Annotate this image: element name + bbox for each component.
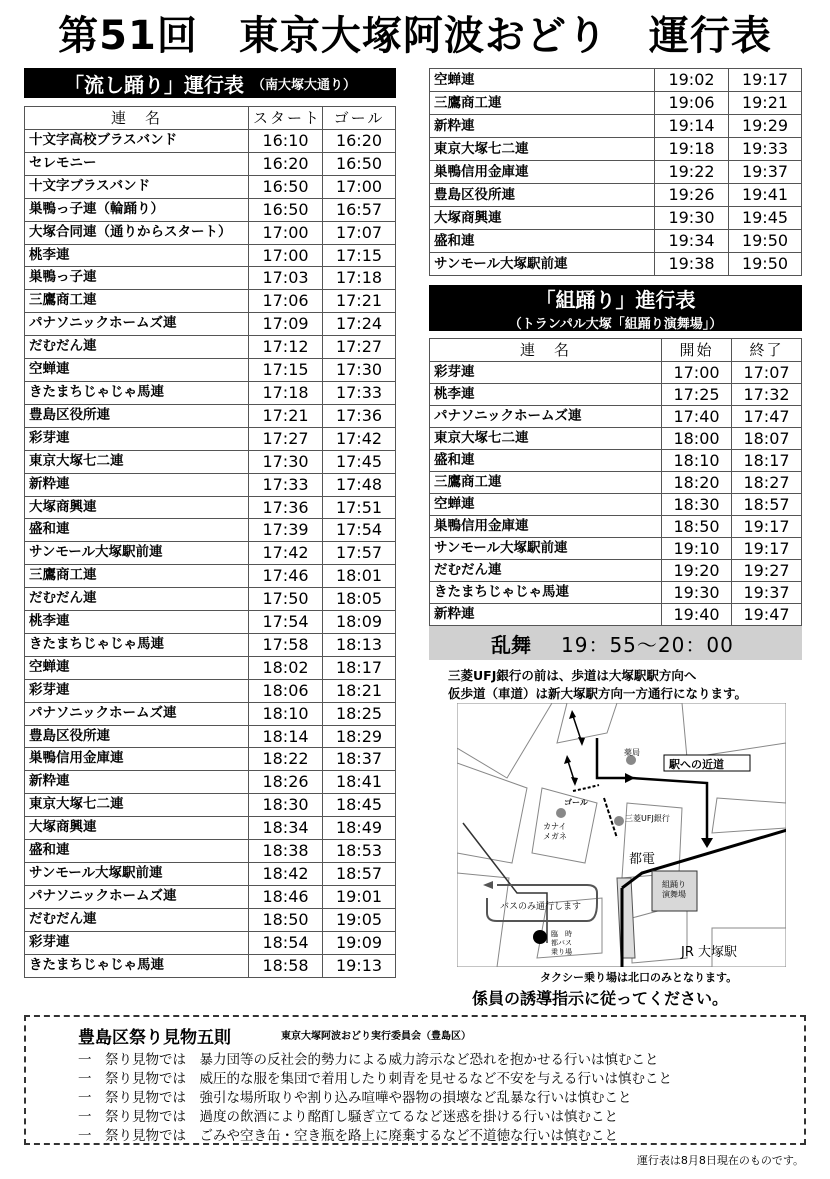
start-time-cell: 18:20 [662, 472, 732, 494]
team-name-cell: だむだん連 [25, 588, 249, 611]
end-time-cell: 18:17 [323, 656, 396, 679]
table-row [25, 130, 396, 153]
table-row [430, 472, 802, 494]
kumi-subheading: （トランパル大塚「組踊り演舞場」） [508, 317, 723, 332]
column-header: 終了 [732, 339, 802, 362]
team-name-cell: 巣鴨信用金庫連 [25, 748, 249, 771]
end-time-cell: 16:50 [323, 152, 396, 175]
start-time-cell: 19:02 [655, 69, 729, 92]
table-row [25, 427, 396, 450]
table-row [25, 450, 396, 473]
start-time-cell: 17:39 [249, 519, 323, 542]
team-name-cell: 新粋連 [25, 771, 249, 794]
end-time-cell: 17:32 [732, 384, 802, 406]
map-station-label: JR 大塚駅 [681, 945, 737, 960]
table-row [25, 221, 396, 244]
start-time-cell: 19:40 [662, 604, 732, 626]
table-row [430, 516, 802, 538]
table-row [25, 198, 396, 221]
start-time-cell: 19:10 [662, 538, 732, 560]
end-time-cell: 17:48 [323, 473, 396, 496]
table-row [25, 588, 396, 611]
start-time-cell: 18:46 [249, 885, 323, 908]
start-time-cell: 18:42 [249, 863, 323, 886]
start-time-cell: 18:50 [662, 516, 732, 538]
end-time-cell: 19:17 [729, 69, 802, 92]
map-pharmacy-label: 薬局 [624, 748, 640, 757]
rule-line-1: 一 祭り見物では 暴力団等の反社会的勢力による威力誇示など恐れを抱かせる行いは慎むこと [78, 1052, 659, 1068]
end-time-cell: 18:41 [323, 771, 396, 794]
start-time-cell: 17:54 [249, 611, 323, 634]
end-time-cell: 17:07 [732, 362, 802, 384]
start-time-cell: 18:10 [249, 702, 323, 725]
end-time-cell: 17:57 [323, 542, 396, 565]
table-row [430, 184, 802, 207]
table-row [25, 542, 396, 565]
start-time-cell: 17:50 [249, 588, 323, 611]
team-name-cell: 東京大塚七二連 [25, 450, 249, 473]
table-row [25, 359, 396, 382]
column-header: 連 名 [430, 339, 662, 362]
start-time-cell: 18:10 [662, 450, 732, 472]
table-row [25, 748, 396, 771]
team-name-cell: 盛和連 [430, 450, 662, 472]
table-row [430, 582, 802, 604]
rule-line-3: 一 祭り見物では 強引な場所取りや割り込み喧嘩や器物の損壊など乱暴な行いは慎むこと [78, 1090, 632, 1106]
end-time-cell: 17:18 [323, 267, 396, 290]
end-time-cell: 17:47 [732, 406, 802, 428]
end-time-cell: 18:05 [323, 588, 396, 611]
map-goal-label: ゴール [564, 798, 588, 807]
start-time-cell: 18:02 [249, 656, 323, 679]
end-time-cell: 19:27 [732, 560, 802, 582]
end-time-cell: 17:00 [323, 175, 396, 198]
start-time-cell: 17:09 [249, 313, 323, 336]
start-time-cell: 17:06 [249, 290, 323, 313]
team-name-cell: だむだん連 [430, 560, 662, 582]
table-row [25, 244, 396, 267]
end-time-cell: 19:17 [732, 538, 802, 560]
map-venue-label-2: 演舞場 [662, 890, 686, 899]
column-header: 連 名 [25, 107, 249, 130]
table-row [430, 538, 802, 560]
team-name-cell: 桃李連 [25, 244, 249, 267]
table-row [25, 656, 396, 679]
team-name-cell: 三鷹商工連 [25, 290, 249, 313]
table-row [25, 290, 396, 313]
team-name-cell: 東京大塚七二連 [25, 794, 249, 817]
team-name-cell: きたまちじゃじゃ馬連 [25, 381, 249, 404]
area-map [457, 703, 786, 967]
end-time-cell: 18:01 [323, 565, 396, 588]
start-time-cell: 16:50 [249, 198, 323, 221]
team-name-cell: 巣鴨っ子連（輪踊り） [25, 198, 249, 221]
end-time-cell: 17:15 [323, 244, 396, 267]
table-row [25, 702, 396, 725]
team-name-cell: 大塚商興連 [430, 207, 655, 230]
team-name-cell: 大塚商興連 [25, 496, 249, 519]
rules-organizer: 東京大塚阿波おどり実行委員会（豊島区） [281, 1031, 471, 1042]
table-row [430, 253, 802, 276]
team-name-cell: きたまちじゃじゃ馬連 [430, 582, 662, 604]
team-name-cell: 東京大塚七二連 [430, 428, 662, 450]
end-time-cell: 17:36 [323, 404, 396, 427]
start-time-cell: 18:14 [249, 725, 323, 748]
table-row [430, 428, 802, 450]
map-optical-label-2: メガネ [543, 832, 567, 841]
table-header-row [430, 339, 802, 362]
nagashi-subheading: （南大塚大通り） [251, 77, 356, 93]
nagashi-section-header [24, 68, 396, 98]
end-time-cell: 19:13 [323, 954, 396, 977]
map-optical-label-1: カナイ [543, 822, 567, 831]
end-time-cell: 17:42 [323, 427, 396, 450]
ranbu-label: 乱舞 [491, 632, 531, 657]
team-name-cell: サンモール大塚駅前連 [430, 538, 662, 560]
end-time-cell: 17:27 [323, 336, 396, 359]
team-name-cell: 十文字ブラスバンド [25, 175, 249, 198]
end-time-cell: 19:50 [729, 253, 802, 276]
team-name-cell: 巣鴨信用金庫連 [430, 516, 662, 538]
start-time-cell: 17:33 [249, 473, 323, 496]
start-time-cell: 19:20 [662, 560, 732, 582]
kumi-schedule-table [429, 338, 802, 626]
start-time-cell: 17:46 [249, 565, 323, 588]
table-row [430, 494, 802, 516]
team-name-cell: 豊島区役所連 [25, 725, 249, 748]
end-time-cell: 18:37 [323, 748, 396, 771]
table-row [430, 362, 802, 384]
table-row [25, 954, 396, 977]
team-name-cell: サンモール大塚駅前連 [25, 863, 249, 886]
team-name-cell: 三鷹商工連 [430, 92, 655, 115]
team-name-cell: 三鷹商工連 [25, 565, 249, 588]
footer-note: 運行表は8月8日現在のものです。 [636, 1154, 804, 1167]
start-time-cell: 18:34 [249, 817, 323, 840]
end-time-cell: 19:09 [323, 931, 396, 954]
start-time-cell: 17:00 [249, 221, 323, 244]
notice-line-1: 三菱UFJ銀行の前は、歩道は大塚駅駅方向へ [448, 668, 697, 683]
start-time-cell: 18:26 [249, 771, 323, 794]
start-time-cell: 17:00 [249, 244, 323, 267]
team-name-cell: 空蝉連 [430, 69, 655, 92]
kumi-section-header [429, 285, 802, 331]
start-time-cell: 17:27 [249, 427, 323, 450]
end-time-cell: 19:50 [729, 230, 802, 253]
end-time-cell: 19:41 [729, 184, 802, 207]
start-time-cell: 18:00 [662, 428, 732, 450]
start-time-cell: 19:18 [655, 138, 729, 161]
team-name-cell: 彩芽連 [25, 679, 249, 702]
taxi-note: タクシー乗り場は北口のみとなります。 [540, 971, 738, 984]
table-row [25, 794, 396, 817]
notice-line-2: 仮歩道（車道）は新大塚駅方向一方通行になります。 [448, 686, 748, 701]
team-name-cell: 豊島区役所連 [25, 404, 249, 427]
end-time-cell: 16:57 [323, 198, 396, 221]
table-row [25, 473, 396, 496]
map-bank-label: 三菱UFJ銀行 [625, 814, 670, 823]
ranbu-time: 19：55〜20：00 [561, 632, 734, 657]
end-time-cell: 18:49 [323, 817, 396, 840]
table-row [430, 604, 802, 626]
table-row [25, 313, 396, 336]
team-name-cell: 空蝉連 [430, 494, 662, 516]
team-name-cell: 大塚商興連 [25, 817, 249, 840]
table-row [25, 336, 396, 359]
start-time-cell: 17:18 [249, 381, 323, 404]
table-row [430, 161, 802, 184]
column-header: ゴール [323, 107, 396, 130]
start-time-cell: 16:50 [249, 175, 323, 198]
start-time-cell: 17:58 [249, 633, 323, 656]
end-time-cell: 17:24 [323, 313, 396, 336]
end-time-cell: 17:51 [323, 496, 396, 519]
team-name-cell: 彩芽連 [25, 931, 249, 954]
end-time-cell: 19:37 [729, 161, 802, 184]
end-time-cell: 18:29 [323, 725, 396, 748]
team-name-cell: 十文字高校ブラスバンド [25, 130, 249, 153]
start-time-cell: 18:22 [249, 748, 323, 771]
end-time-cell: 19:45 [729, 207, 802, 230]
team-name-cell: 新粋連 [430, 604, 662, 626]
start-time-cell: 17:30 [249, 450, 323, 473]
map-venue-label-1: 組踊り [662, 880, 686, 889]
team-name-cell: 巣鴨信用金庫連 [430, 161, 655, 184]
end-time-cell: 17:30 [323, 359, 396, 382]
end-time-cell: 18:09 [323, 611, 396, 634]
start-time-cell: 17:15 [249, 359, 323, 382]
team-name-cell: 盛和連 [25, 519, 249, 542]
end-time-cell: 19:01 [323, 885, 396, 908]
start-time-cell: 18:06 [249, 679, 323, 702]
team-name-cell: 新粋連 [25, 473, 249, 496]
start-time-cell: 17:21 [249, 404, 323, 427]
team-name-cell: 桃李連 [25, 611, 249, 634]
start-time-cell: 18:38 [249, 840, 323, 863]
table-row [25, 565, 396, 588]
end-time-cell: 19:17 [732, 516, 802, 538]
table-row [25, 496, 396, 519]
table-row [430, 207, 802, 230]
end-time-cell: 17:45 [323, 450, 396, 473]
start-time-cell: 19:34 [655, 230, 729, 253]
start-time-cell: 19:14 [655, 115, 729, 138]
end-time-cell: 18:57 [323, 863, 396, 886]
team-name-cell: だむだん連 [25, 908, 249, 931]
table-row [430, 69, 802, 92]
map-bus-only-label: バスのみ通行します [500, 902, 582, 912]
team-name-cell: 豊島区役所連 [430, 184, 655, 207]
table-row [430, 115, 802, 138]
end-time-cell: 18:17 [732, 450, 802, 472]
end-time-cell: 19:47 [732, 604, 802, 626]
rule-line-5: 一 祭り見物では ごみや空き缶・空き瓶を路上に廃棄するなど不道徳な行いは慎むこと [78, 1128, 618, 1144]
table-row [25, 908, 396, 931]
table-row [25, 633, 396, 656]
table-row [25, 152, 396, 175]
area-map-drawing [457, 703, 786, 967]
table-row [25, 725, 396, 748]
team-name-cell: パナソニックホームズ連 [25, 702, 249, 725]
team-name-cell: きたまちじゃじゃ馬連 [25, 954, 249, 977]
end-time-cell: 18:45 [323, 794, 396, 817]
kumi-heading: 「組踊り」進行表 [535, 288, 696, 312]
team-name-cell: サンモール大塚駅前連 [25, 542, 249, 565]
ranbu-banner [429, 626, 802, 660]
table-row [430, 138, 802, 161]
table-row [430, 92, 802, 115]
start-time-cell: 17:00 [662, 362, 732, 384]
table-row [430, 560, 802, 582]
start-time-cell: 19:38 [655, 253, 729, 276]
nagashi-heading: 「流し踊り」運行表 [63, 72, 244, 97]
team-name-cell: 新粋連 [430, 115, 655, 138]
start-time-cell: 19:30 [662, 582, 732, 604]
start-time-cell: 16:20 [249, 152, 323, 175]
table-row [430, 230, 802, 253]
start-time-cell: 17:36 [249, 496, 323, 519]
start-time-cell: 17:40 [662, 406, 732, 428]
nagashi-schedule-table [24, 106, 396, 978]
table-row [25, 771, 396, 794]
rule-line-2: 一 祭り見物では 威圧的な服を集団で着用したり刺青を見せるなど不安を与える行いは慎むこと [78, 1071, 672, 1087]
team-name-cell: パナソニックホームズ連 [430, 406, 662, 428]
table-row [25, 175, 396, 198]
end-time-cell: 18:27 [732, 472, 802, 494]
team-name-cell: 巣鴨っ子連 [25, 267, 249, 290]
rules-box [24, 1015, 806, 1145]
team-name-cell: 彩芽連 [25, 427, 249, 450]
table-row [25, 679, 396, 702]
rules-title: 豊島区祭り見物五則 [78, 1028, 231, 1048]
start-time-cell: 19:30 [655, 207, 729, 230]
table-row [25, 381, 396, 404]
start-time-cell: 19:22 [655, 161, 729, 184]
page-title: 第51回 東京大塚阿波おどり 運行表 [58, 13, 772, 59]
start-time-cell: 16:10 [249, 130, 323, 153]
team-name-cell: セレモニー [25, 152, 249, 175]
end-time-cell: 17:07 [323, 221, 396, 244]
table-row [25, 519, 396, 542]
team-name-cell: 盛和連 [430, 230, 655, 253]
table-row [25, 863, 396, 886]
start-time-cell: 19:06 [655, 92, 729, 115]
team-name-cell: 東京大塚七二連 [430, 138, 655, 161]
end-time-cell: 17:54 [323, 519, 396, 542]
table-row [25, 817, 396, 840]
team-name-cell: 空蝉連 [25, 656, 249, 679]
end-time-cell: 19:33 [729, 138, 802, 161]
end-time-cell: 19:37 [732, 582, 802, 604]
team-name-cell: だむだん連 [25, 336, 249, 359]
map-bus-stop-label-1: 臨 時 [551, 930, 572, 938]
map-bus-stop-label-3: 乗り場 [551, 948, 572, 956]
start-time-cell: 17:25 [662, 384, 732, 406]
start-time-cell: 18:58 [249, 954, 323, 977]
end-time-cell: 18:13 [323, 633, 396, 656]
start-time-cell: 17:03 [249, 267, 323, 290]
map-bus-stop-label-2: 都バス [551, 939, 572, 947]
table-row [25, 611, 396, 634]
start-time-cell: 17:12 [249, 336, 323, 359]
end-time-cell: 17:21 [323, 290, 396, 313]
start-time-cell: 19:26 [655, 184, 729, 207]
start-time-cell: 18:30 [249, 794, 323, 817]
staff-note: 係員の誘導指示に従ってください。 [472, 989, 729, 1008]
map-toden-label: 都電 [629, 852, 656, 867]
table-row [25, 404, 396, 427]
table-row [430, 406, 802, 428]
rule-line-4: 一 祭り見物では 過度の飲酒により酩酊し騒ぎ立てるなど迷惑を掛ける行いは慎むこと [78, 1109, 618, 1125]
end-time-cell: 18:21 [323, 679, 396, 702]
map-approach-label: 駅への近道 [669, 758, 724, 771]
table-header-row [25, 107, 396, 130]
end-time-cell: 18:25 [323, 702, 396, 725]
column-header: スタート [249, 107, 323, 130]
end-time-cell: 16:20 [323, 130, 396, 153]
end-time-cell: 17:33 [323, 381, 396, 404]
team-name-cell: 三鷹商工連 [430, 472, 662, 494]
team-name-cell: 桃李連 [430, 384, 662, 406]
team-name-cell: パナソニックホームズ連 [25, 885, 249, 908]
table-row [430, 450, 802, 472]
team-name-cell: 盛和連 [25, 840, 249, 863]
team-name-cell: きたまちじゃじゃ馬連 [25, 633, 249, 656]
end-time-cell: 18:53 [323, 840, 396, 863]
start-time-cell: 18:30 [662, 494, 732, 516]
end-time-cell: 19:29 [729, 115, 802, 138]
start-time-cell: 17:42 [249, 542, 323, 565]
table-row [25, 267, 396, 290]
table-row [25, 931, 396, 954]
table-row [25, 885, 396, 908]
team-name-cell: 彩芽連 [430, 362, 662, 384]
nagashi-schedule-table-continued [429, 68, 802, 276]
end-time-cell: 18:07 [732, 428, 802, 450]
team-name-cell: 大塚合同連（通りからスタート） [25, 221, 249, 244]
end-time-cell: 19:05 [323, 908, 396, 931]
column-header: 開始 [662, 339, 732, 362]
team-name-cell: サンモール大塚駅前連 [430, 253, 655, 276]
team-name-cell: パナソニックホームズ連 [25, 313, 249, 336]
team-name-cell: 空蝉連 [25, 359, 249, 382]
start-time-cell: 18:50 [249, 908, 323, 931]
end-time-cell: 18:57 [732, 494, 802, 516]
table-row [430, 384, 802, 406]
end-time-cell: 19:21 [729, 92, 802, 115]
start-time-cell: 18:54 [249, 931, 323, 954]
table-row [25, 840, 396, 863]
